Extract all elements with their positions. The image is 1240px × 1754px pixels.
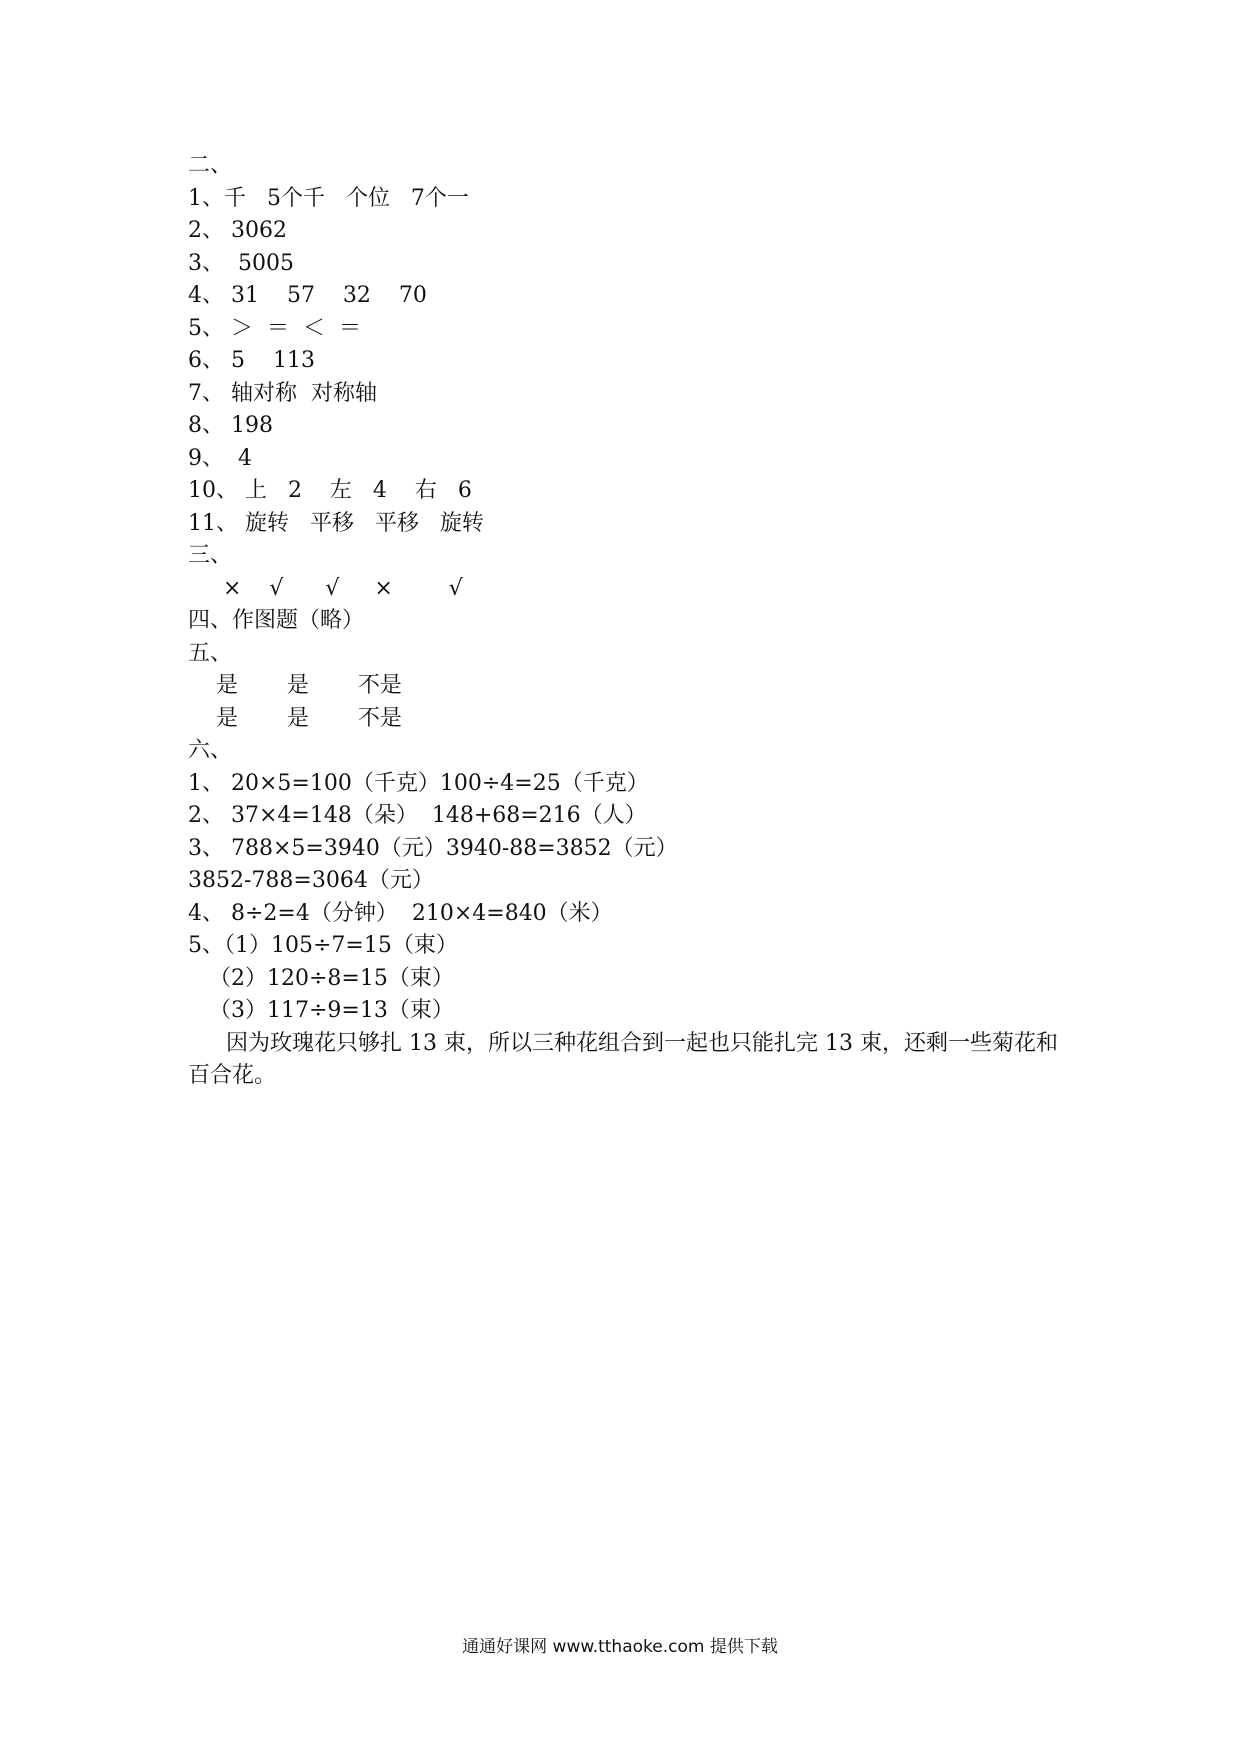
- answer-line-2-9: 9、 4: [188, 445, 252, 471]
- answer-line-5-2: 是 是 不是: [188, 705, 402, 731]
- answer-line-2-6: 6、 5 113: [188, 348, 315, 373]
- answer-line-6-3: 3、 788×5=3940（元）3940-88=3852（元）: [188, 835, 678, 861]
- answer-line-6-4: 4、 8÷2=4（分钟） 210×4=840（米）: [188, 900, 613, 926]
- answer-line-2-5: 5、 ＞ ＝ ＜ ＝: [188, 315, 361, 341]
- answer-line-2-10: 10、 上 2 左 4 右 6: [188, 478, 472, 503]
- answer-line-2-7: 7、 轴对称 对称轴: [188, 380, 377, 406]
- answer-line-6-3-cont: 3852-788=3064（元）: [188, 868, 434, 893]
- answer-line-6-2: 2、 37×4=148（朵） 148+68=216（人）: [188, 803, 647, 828]
- answer-line-6-5-2: （2）120÷8=15（束）: [188, 965, 454, 991]
- answer-content: [188, 150, 1068, 1093]
- section-3-heading: 三、: [188, 543, 233, 568]
- answer-line-2-3: 3、 5005: [188, 250, 294, 276]
- answer-line-2-11: 11、 旋转 平移 平移 旋转: [188, 510, 484, 536]
- answer-line-2-4: 4、 31 57 32 70: [188, 283, 427, 308]
- footer-credit: 通通好课网 www.tthaoke.com 提供下载: [462, 1637, 778, 1657]
- conclusion-paragraph: 因为玫瑰花只够扎 13 束，所以三种花组合到一起也只能扎完 13 束，还剩一些菊花和百合花。: [188, 1030, 1058, 1088]
- answer-line-3: × √ √ × √: [188, 575, 463, 601]
- answer-line-5-1: 是 是 不是: [188, 673, 402, 698]
- section-6-heading: 六、: [188, 738, 233, 763]
- answer-line-6-1: 1、 20×5=100（千克）100÷4=25（千克）: [188, 770, 649, 796]
- section-5-heading: 五、: [188, 640, 233, 666]
- answer-line-2-1: 1、千 5个千 个位 7个一: [188, 185, 469, 211]
- answer-line-6-5-3: （3）117÷9=13（束）: [188, 998, 454, 1023]
- answer-line-2-2: 2、 3062: [188, 218, 287, 243]
- section-4-heading: 四、作图题（略）: [188, 608, 365, 633]
- section-2-heading: 二、: [188, 153, 233, 178]
- answer-line-2-8: 8、 198: [188, 413, 273, 438]
- answer-line-6-5-1: 5、（1）105÷7=15（束）: [188, 933, 458, 958]
